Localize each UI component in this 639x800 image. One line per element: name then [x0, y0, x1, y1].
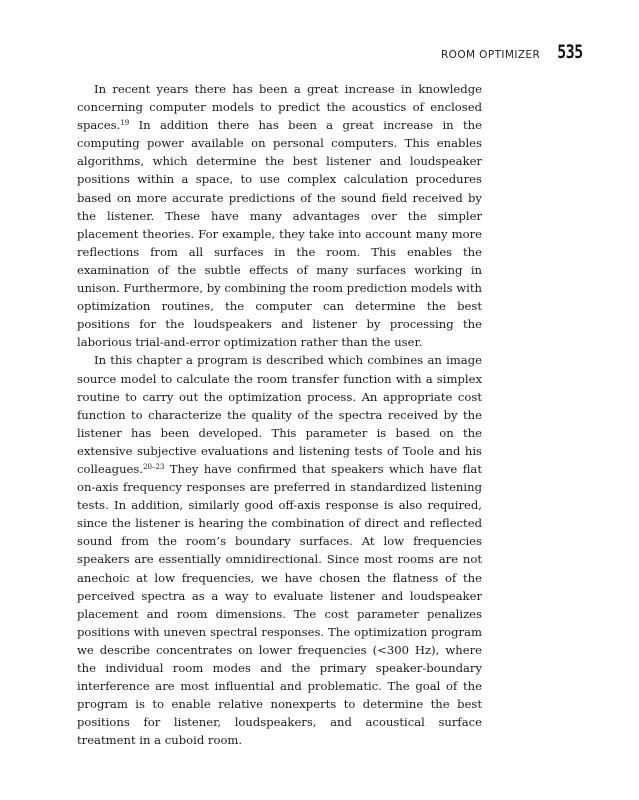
paragraph-text: They have confirmed that speakers which have flat on-axis frequency responses are preferred in standardized listening tests. In addition, similarly good off-axis response is also required, since the listener is hearing the combination of direct and reflected sound from the room’s boundary surfaces. At low frequencies speakers are essentially omnidirectional. Since most rooms are not anechoic at low frequencies, we have chosen the flatness of the perceived spectra as a way to evaluate listener and loudspeaker placement and room dimensions. The cost parameter penalizes positions with uneven spectral responses. The optimization program we describe concentrates on lower frequencies (<300 Hz), where the individual room modes and the primary speaker-boundary interference are most influential and problematic. The goal of the program is to enable relative nonexperts to determine the best positions for listener, loudspeakers, and acoustical surface treatment in a cuboid room. [77, 461, 482, 748]
paragraph [77, 351, 482, 749]
citation-superscript: 19 [120, 119, 130, 127]
page-number: 535 [557, 41, 583, 63]
paragraph-text: In this chapter a program is described which combines an image source model to calculate the room transfer function with a simplex routine to carry out the optimization process. An appropriate cost function to characterize the quality of the spectra received by the listener has been developed. This parameter is based on the extensive subjective evaluations and listening tests of Toole and his colleagues. [77, 353, 482, 476]
paragraph [77, 80, 482, 351]
running-title: ROOM OPTIMIZER [440, 49, 541, 61]
body-text [77, 80, 482, 749]
citation-superscript: 20–23 [143, 462, 165, 471]
running-header [441, 41, 583, 63]
paragraph-text: In recent years there has been a great increase in knowledge concerning computer models to predict the acoustics of enclosed spaces. [77, 82, 482, 133]
paragraph-text: In addition there has been a great increase in the computing power available on personal computers. This enables algorithms, which determine the best listener and loudspeaker positions within a space, to use complex calculation procedures based on more accurate predictions of the sound field received by the listener. These have many advantages over the simpler placement theories. For example, they take into account many more reflections from all surfaces in the room. This enables the examination of the subtle effects of many surfaces working in unison. Furthermore, by combining the room prediction models with optimization routines, the computer can determine the best positions for the loudspeakers and listener by processing the laborious trial-and-error optimization rather than the user. [77, 118, 482, 350]
